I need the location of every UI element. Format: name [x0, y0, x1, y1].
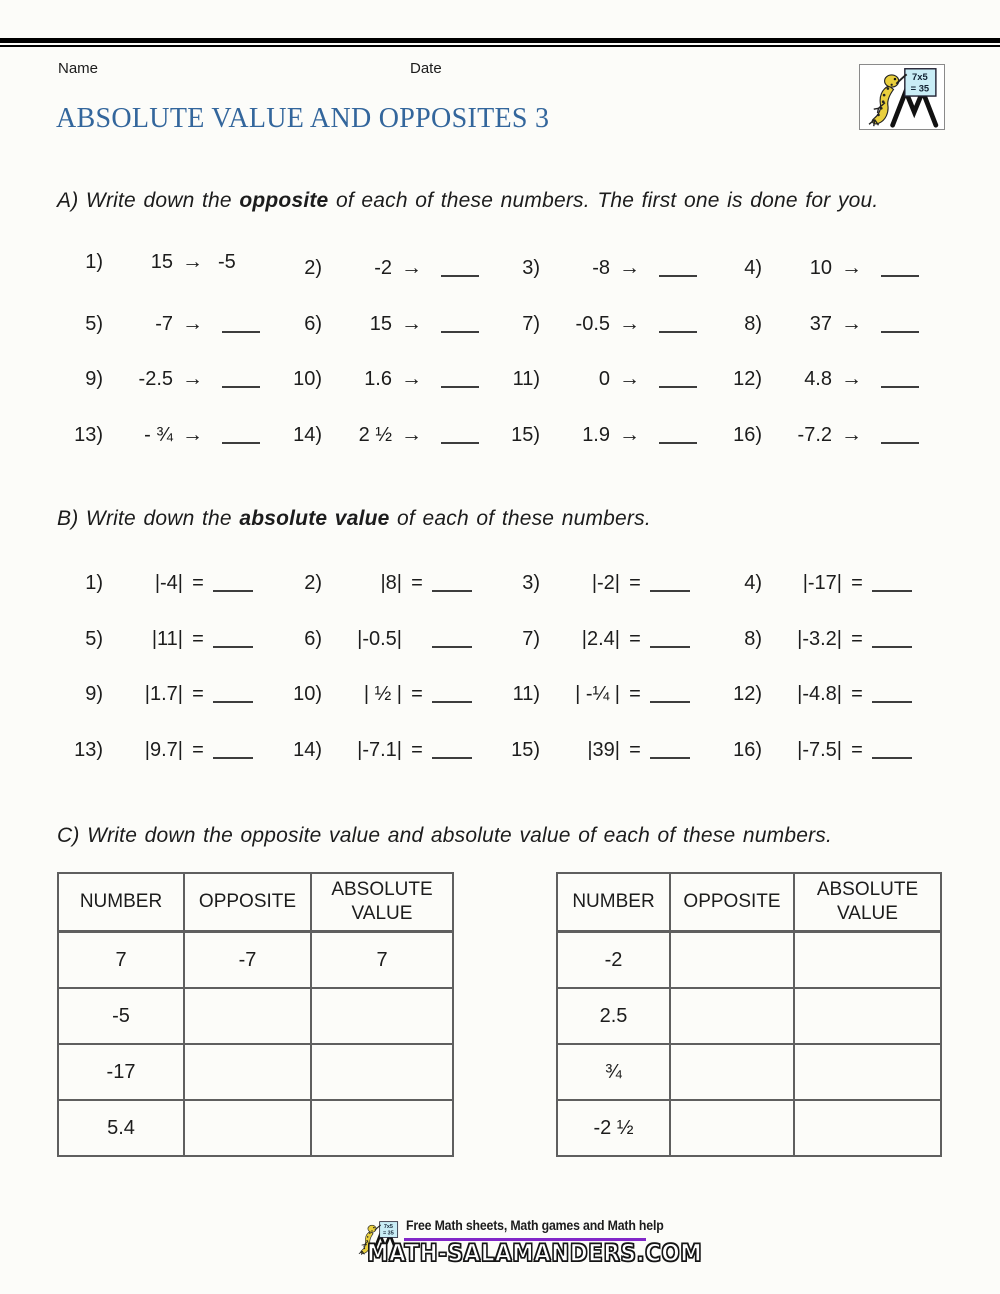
equals-sign: =	[629, 738, 641, 761]
cell-absolute: 7	[311, 932, 453, 989]
opposite-problem-1	[56, 248, 275, 304]
section-a-heading-bold: opposite	[239, 189, 329, 212]
sign-text-line1: 7x5	[383, 1224, 393, 1231]
cell-absolute	[794, 988, 941, 1044]
footer-site-name: MATH-SALAMANDERS.COM	[367, 1239, 703, 1267]
problem-expression: |-3.2|	[797, 627, 842, 650]
answer-blank	[650, 566, 690, 592]
equals-sign: =	[411, 738, 423, 761]
problem-expression: |9.7|	[144, 738, 183, 761]
answer-blank	[441, 362, 479, 388]
problem-number: 7)	[522, 627, 540, 650]
name-label: Name	[58, 60, 99, 77]
problem-number: 2)	[304, 257, 322, 279]
salamander-logo-icon	[860, 65, 944, 129]
problem-value: -7.2	[797, 423, 832, 446]
right-arrow-icon: →	[401, 256, 422, 279]
problem-value: - ¾	[144, 423, 173, 446]
problem-number: 9)	[85, 683, 103, 705]
answer-blank	[872, 622, 912, 648]
section-b-heading-bold: absolute value	[239, 507, 390, 530]
problem-expression: |-17|	[802, 572, 842, 594]
opposite-problem-2	[275, 248, 493, 304]
right-arrow-icon: →	[841, 256, 862, 279]
problem-number: 8)	[744, 312, 762, 335]
problem-value: 1.6	[364, 368, 392, 390]
problem-value: 10	[809, 257, 832, 279]
answer-blank	[659, 251, 697, 277]
right-arrow-icon: →	[182, 250, 203, 273]
absvalue-problem-11	[493, 674, 715, 730]
problem-expression: |39|	[587, 738, 620, 761]
cell-number: -17	[58, 1044, 184, 1100]
right-arrow-icon: →	[619, 367, 640, 390]
problem-expression: |2.4|	[581, 627, 620, 650]
problem-expression: |8|	[380, 572, 402, 594]
problem-number: 11)	[512, 683, 540, 705]
problem-value: 37	[809, 312, 832, 335]
problem-value: 4.8	[804, 368, 832, 390]
right-values-table	[556, 872, 942, 1157]
table-row	[557, 988, 941, 1044]
equals-sign: =	[629, 683, 641, 705]
problem-number: 10)	[293, 683, 322, 705]
opposite-problem-8	[715, 304, 938, 360]
answer-blank	[650, 733, 690, 759]
section-a-heading-pre: A) Write down the	[57, 189, 240, 212]
answer-blank	[872, 677, 912, 703]
right-arrow-icon: →	[401, 311, 422, 335]
answer-blank	[881, 251, 919, 277]
absvalue-problem-6	[275, 619, 493, 675]
problem-value: 2 ½	[358, 423, 392, 446]
table-row	[58, 988, 453, 1044]
cell-number: -2	[557, 932, 670, 989]
problem-number: 6)	[304, 627, 322, 650]
answer-blank	[441, 251, 479, 277]
answer-blank	[432, 622, 472, 648]
equals-sign: =	[411, 572, 423, 594]
problem-number: 9)	[85, 368, 103, 390]
cell-number: ¾	[557, 1044, 670, 1100]
cell-absolute	[794, 932, 941, 989]
problem-value: -7	[155, 312, 173, 335]
equals-sign: =	[192, 572, 204, 594]
cell-opposite	[184, 1100, 311, 1156]
right-arrow-icon: →	[182, 422, 203, 446]
problem-number: 13)	[74, 423, 103, 446]
problem-number: 12)	[733, 368, 762, 390]
absvalue-problem-5	[56, 619, 275, 675]
right-arrow-icon: →	[401, 422, 422, 446]
answer-blank	[659, 418, 697, 444]
problem-number: 14)	[293, 738, 322, 761]
problem-expression: |1.7|	[144, 683, 183, 705]
right-arrow-icon: →	[182, 367, 203, 390]
opposite-problem-16	[715, 415, 938, 471]
table-row	[58, 932, 453, 989]
opposite-problem-13	[56, 415, 275, 471]
date-label: Date	[410, 60, 442, 77]
problem-number: 7)	[522, 312, 540, 335]
absvalue-problem-14	[275, 730, 493, 786]
right-arrow-icon: →	[841, 422, 862, 446]
problem-value: 1.9	[582, 423, 610, 446]
cell-opposite	[670, 1100, 794, 1156]
cell-absolute	[794, 1044, 941, 1100]
footer-tagline: Free Math sheets, Math games and Math help	[406, 1217, 664, 1233]
answer-blank	[213, 622, 253, 648]
cell-opposite	[184, 1044, 311, 1100]
problem-number: 5)	[85, 627, 103, 650]
section-b-heading-post: of each of these numbers.	[389, 507, 651, 530]
absvalue-problem-7	[493, 619, 715, 675]
cell-opposite	[670, 1044, 794, 1100]
equals-sign: =	[851, 572, 863, 594]
problem-value: -2	[374, 257, 392, 279]
problem-value: -2.5	[138, 368, 173, 390]
problem-number: 10)	[293, 368, 322, 390]
problem-number: 11)	[512, 368, 540, 390]
equals-sign: =	[192, 738, 204, 761]
problem-number: 5)	[85, 312, 103, 335]
col-header-number: NUMBER	[557, 873, 670, 932]
problem-expression: | -¼ |	[575, 683, 620, 705]
table-row	[557, 932, 941, 989]
problem-number: 8)	[744, 627, 762, 650]
right-arrow-icon: →	[841, 367, 862, 390]
equals-sign: =	[629, 627, 641, 650]
problem-number: 1)	[85, 251, 103, 273]
equals-sign: =	[411, 683, 423, 705]
answer-blank	[222, 307, 260, 333]
answer-blank	[222, 362, 260, 388]
site-logo	[859, 64, 945, 130]
cell-number: -5	[58, 988, 184, 1044]
cell-opposite	[184, 988, 311, 1044]
cell-number: 2.5	[557, 988, 670, 1044]
opposite-problem-4	[715, 248, 938, 304]
answer-blank	[659, 307, 697, 333]
problem-number: 4)	[744, 257, 762, 279]
cell-opposite: -7	[184, 932, 311, 989]
section-b-heading	[57, 507, 651, 531]
answer-blank	[432, 733, 472, 759]
table-row	[557, 1100, 941, 1156]
problem-value: 15	[369, 312, 392, 335]
col-header-number: NUMBER	[58, 873, 184, 932]
problem-expression: |-7.1|	[357, 738, 402, 761]
problem-number: 1)	[85, 572, 103, 594]
opposite-problem-3	[493, 248, 715, 304]
opposite-problem-12	[715, 359, 938, 415]
opposite-problem-11	[493, 359, 715, 415]
col-header-opposite: OPPOSITE	[670, 873, 794, 932]
problem-number: 15)	[511, 738, 540, 761]
page-title: ABSOLUTE VALUE AND OPPOSITES 3	[56, 103, 550, 134]
problem-expression: |-4|	[154, 572, 183, 594]
cell-absolute	[311, 1044, 453, 1100]
absvalue-problem-3	[493, 563, 715, 619]
equals-sign: =	[629, 572, 641, 594]
table-row	[58, 1100, 453, 1156]
answer-blank	[432, 677, 472, 703]
opposite-problem-10	[275, 359, 493, 415]
equals-sign: =	[192, 627, 204, 650]
cell-number: 5.4	[58, 1100, 184, 1156]
problem-expression: |-0.5|	[357, 627, 402, 650]
problem-value: -8	[592, 257, 610, 279]
cell-opposite	[670, 988, 794, 1044]
equals-sign: =	[192, 683, 204, 705]
cell-absolute	[311, 1100, 453, 1156]
problem-expression: |11|	[151, 627, 183, 650]
absvalue-problem-8	[715, 619, 938, 675]
equals-sign: =	[851, 683, 863, 705]
opposite-problem-15	[493, 415, 715, 471]
footer	[0, 1210, 1000, 1270]
problem-value: 15	[150, 251, 173, 273]
opposite-problem-7	[493, 304, 715, 360]
cell-opposite	[670, 932, 794, 989]
answer-blank	[881, 418, 919, 444]
sign-text-line1: 7x5	[912, 71, 928, 83]
problem-number: 12)	[733, 683, 762, 705]
sign-text-line2: = 35	[382, 1230, 394, 1237]
absvalue-problem-9	[56, 674, 275, 730]
problem-number: 6)	[304, 312, 322, 335]
section-a-problems	[56, 248, 956, 470]
opposite-problem-6	[275, 304, 493, 360]
problem-expression: | ½ |	[363, 683, 402, 705]
right-arrow-icon: →	[401, 367, 422, 390]
answer-blank	[881, 362, 919, 388]
answer-blank	[213, 677, 253, 703]
problem-number: 4)	[744, 572, 762, 594]
problem-number: 15)	[511, 423, 540, 446]
cell-absolute	[794, 1100, 941, 1156]
sign-text-line2: = 35	[910, 82, 930, 94]
problem-expression: |-2|	[591, 572, 620, 594]
section-b-problems	[56, 563, 956, 785]
answer-blank	[213, 566, 253, 592]
answer-blank	[881, 307, 919, 333]
absvalue-problem-10	[275, 674, 493, 730]
absvalue-problem-15	[493, 730, 715, 786]
table-header-row	[58, 873, 453, 932]
answer-blank	[872, 566, 912, 592]
absvalue-problem-1	[56, 563, 275, 619]
answer-blank	[441, 418, 479, 444]
left-values-table	[57, 872, 454, 1157]
table-row	[58, 1044, 453, 1100]
right-arrow-icon: →	[619, 311, 640, 335]
right-arrow-icon: →	[619, 256, 640, 279]
answer-blank	[659, 362, 697, 388]
problem-number: 3)	[522, 572, 540, 594]
absvalue-problem-2	[275, 563, 493, 619]
problem-number: 14)	[293, 423, 322, 446]
opposite-problem-5	[56, 304, 275, 360]
opposite-problem-14	[275, 415, 493, 471]
equals-sign: =	[851, 738, 863, 761]
answer-blank	[222, 418, 260, 444]
col-header-absolute-value: ABSOLUTE VALUE	[311, 873, 453, 932]
section-a-heading-post: of each of these numbers. The first one is done for you.	[328, 189, 879, 212]
problem-number: 2)	[304, 572, 322, 594]
section-a-heading	[57, 189, 878, 213]
answer-blank	[872, 733, 912, 759]
absvalue-problem-12	[715, 674, 938, 730]
answer-blank	[441, 307, 479, 333]
cell-absolute	[311, 988, 453, 1044]
absvalue-problem-16	[715, 730, 938, 786]
header-divider	[0, 38, 1000, 48]
equals-sign: =	[851, 627, 863, 650]
absvalue-problem-4	[715, 563, 938, 619]
answer-blank	[432, 566, 472, 592]
col-header-absolute-value: ABSOLUTE VALUE	[794, 873, 941, 932]
right-arrow-icon: →	[841, 311, 862, 335]
absvalue-problem-13	[56, 730, 275, 786]
problem-number: 13)	[74, 738, 103, 761]
problem-value: 0	[598, 368, 610, 390]
right-arrow-icon: →	[619, 422, 640, 446]
section-c-heading: C) Write down the opposite value and absolute value of each of these numbers.	[57, 824, 833, 847]
answer-blank	[650, 677, 690, 703]
col-header-opposite: OPPOSITE	[184, 873, 311, 932]
problem-answer: -5	[218, 251, 236, 273]
problem-expression: |-4.8|	[797, 683, 842, 705]
answer-blank	[650, 622, 690, 648]
table-header-row	[557, 873, 941, 932]
opposite-problem-9	[56, 359, 275, 415]
problem-number: 16)	[733, 423, 762, 446]
problem-number: 3)	[522, 257, 540, 279]
cell-number: -2 ½	[557, 1100, 670, 1156]
section-b-heading-pre: B) Write down the	[57, 507, 240, 530]
table-row	[557, 1044, 941, 1100]
right-arrow-icon: →	[182, 311, 203, 335]
problem-value: -0.5	[575, 312, 610, 335]
answer-blank	[213, 733, 253, 759]
cell-number: 7	[58, 932, 184, 989]
problem-expression: |-7.5|	[797, 738, 842, 761]
problem-number: 16)	[733, 738, 762, 761]
